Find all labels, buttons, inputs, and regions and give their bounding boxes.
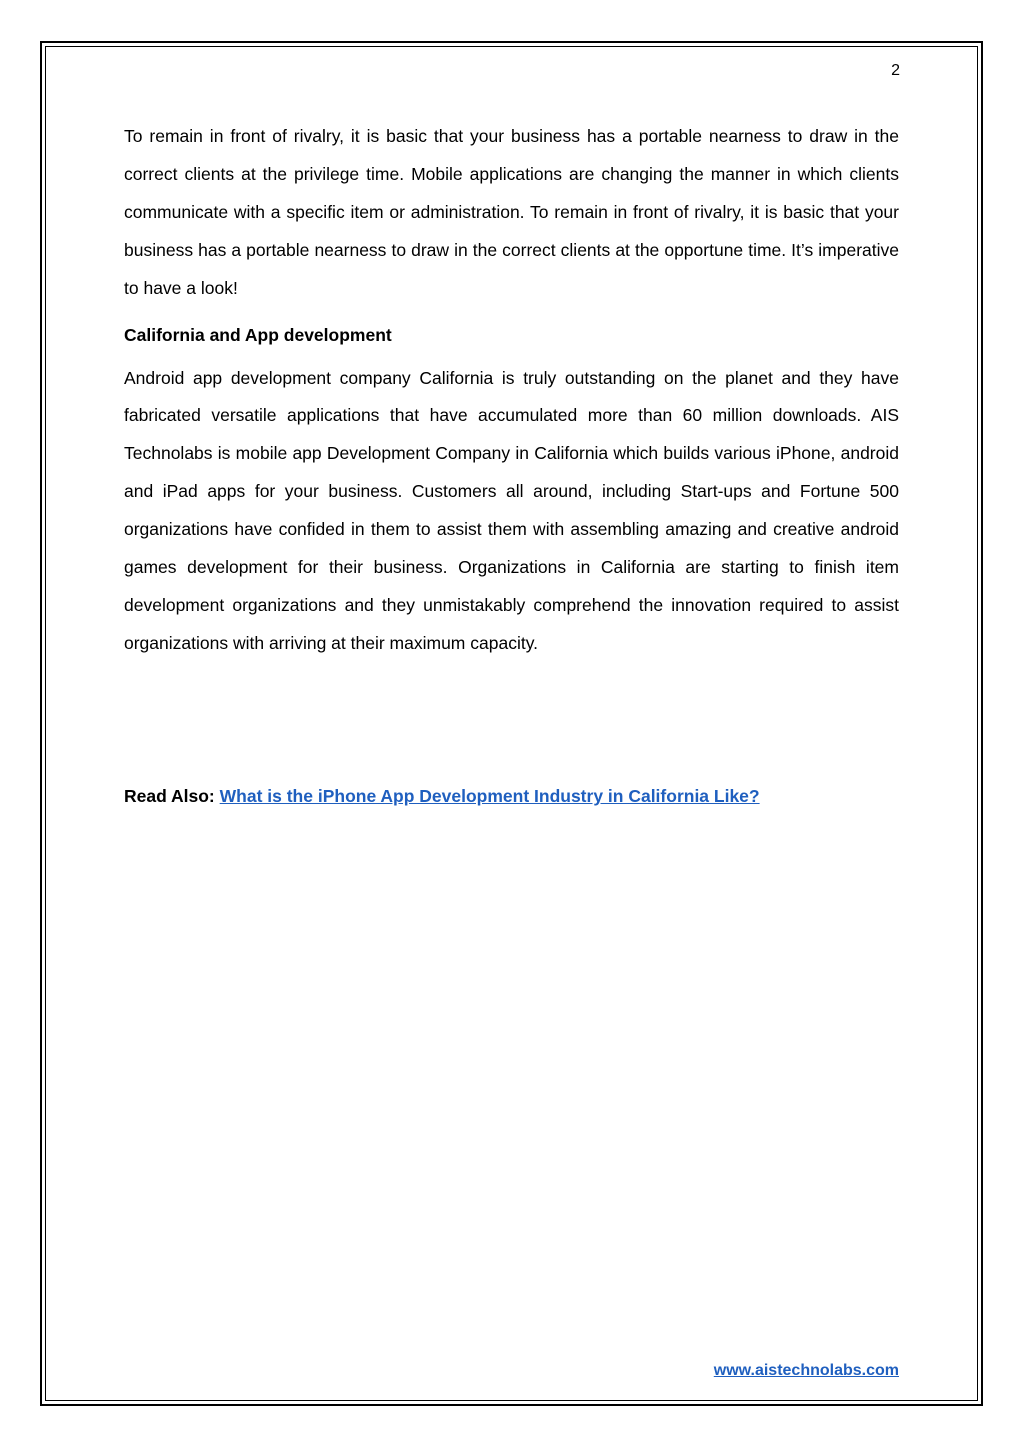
read-also-line <box>124 782 760 810</box>
page-number: 2 <box>891 62 900 79</box>
document-body <box>124 118 899 663</box>
read-also-label: Read Also: <box>124 786 215 806</box>
read-also-link[interactable]: What is the iPhone App Development Industry in California Like? <box>219 786 760 806</box>
section-paragraph: Android app development company California is truly outstanding on the planet and they have fabricated versatile applications that have accumulated more than 60 million downloads. AIS Technolabs is mobile app Development Company in California which builds various iPhone, android and iPad apps for your business. Customers all around, including Start-ups and Fortune 500 organizations have confided in them to assist them with assembling amazing and creative android games development for their business. Organizations in California are starting to finish item development organizations and they unmistakably comprehend the innovation required to assist organizations with arriving at their maximum capacity. <box>124 367 899 653</box>
intro-paragraph: To remain in front of rivalry, it is basic that your business has a portable nearness to draw in the correct clients at the privilege time. Mobile applications are changing the manner in which clients communicate with a specific item or administration. To remain in front of rivalry, it is basic that your business has a portable nearness to draw in the correct clients at the opportune time. It’s imperative to have a look! <box>124 126 899 298</box>
footer-website-link[interactable]: www.aistechnolabs.com <box>713 1362 899 1379</box>
section-heading: California and App development <box>124 324 392 345</box>
